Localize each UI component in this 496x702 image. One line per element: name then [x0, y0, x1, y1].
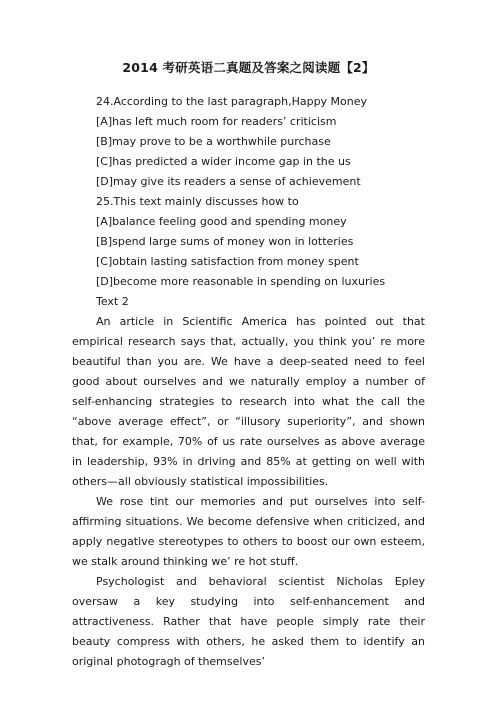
option-24-a: [A]has left much room for readers’ criticism — [96, 115, 337, 128]
option-25-d: [D]become more reasonable in spending on luxuries — [96, 275, 386, 288]
option-25-c: [C]obtain lasting satisfaction from money spent — [96, 255, 359, 268]
document-page — [72, 58, 425, 672]
paragraph-1: An article in Scientific America has pointed out that empirical research says that, actually, you think you’ re more beautiful than you are. We have a deep-seated need to feel good about ourselves and we naturally employ a number of self-enhancing strategies to research into what the call the “above average effect”, or “illusory superiority”, and shown that, for example, 70% of us rate ourselves as above average in leadership, 93% in driving and 85% at getting on well with others—all obviously statistical impossibilities. — [72, 315, 425, 488]
option-24-b: [B]may prove to be a worthwhile purchase — [96, 135, 331, 148]
option-24-d: [D]may give its readers a sense of achievement — [96, 175, 361, 188]
document-title: 2014 考研英语二真题及答案之阅读题【2】 — [122, 60, 375, 75]
text-2-heading: Text 2 — [96, 295, 129, 308]
question-24-stem: 24.According to the last paragraph,Happy Money — [96, 95, 368, 108]
paragraph-2: We rose tint our memories and put ourselves into self-affirming situations. We become defensive when criticized, and apply negative stereotypes to others to boost our own esteem, we stalk around thinking we’ re hot stuff. — [72, 495, 425, 568]
paragraph-3: Psychologist and behavioral scientist Nicholas Epley oversaw a key studying into self-enhancement and attractiveness. Rather that have people simply rate their beauty compress with others, he asked them to identify an original photogragh of themselves’ — [72, 575, 425, 668]
option-25-a: [A]balance feeling good and spending money — [96, 215, 347, 228]
option-25-b: [B]spend large sums of money won in lotteries — [96, 235, 354, 248]
option-24-c: [C]has predicted a wider income gap in the us — [96, 155, 351, 168]
question-25-stem: 25.This text mainly discusses how to — [96, 195, 299, 208]
